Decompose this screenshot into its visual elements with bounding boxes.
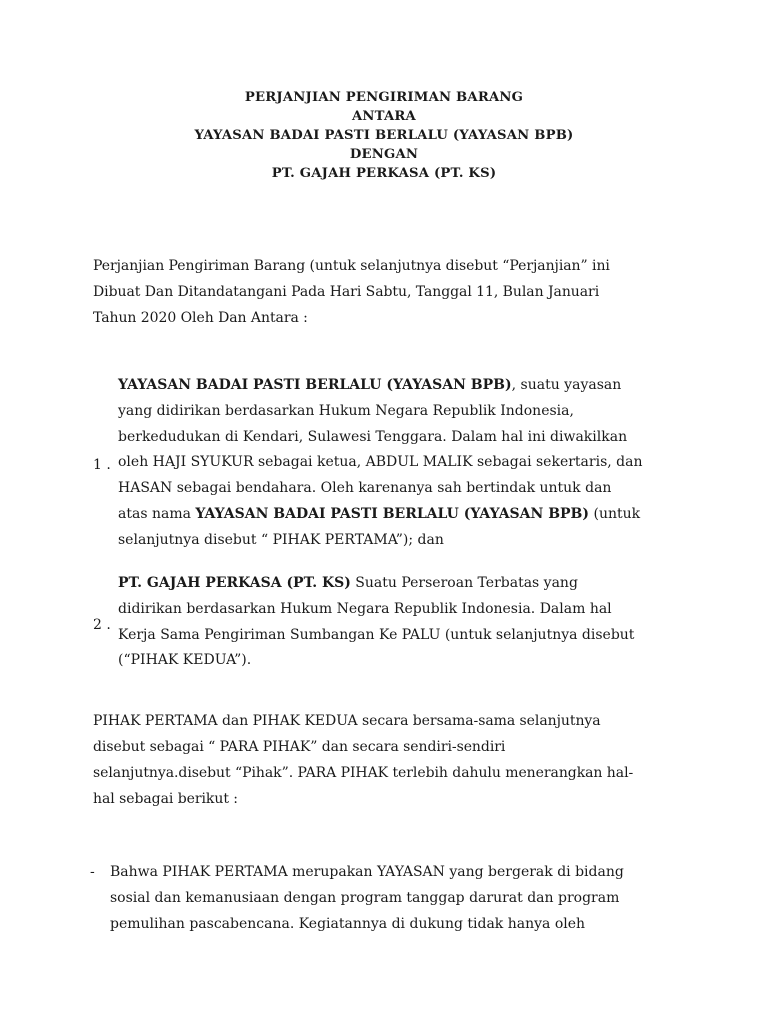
item2-line-1-rest: Suatu Perseroan Terbatas yang: [350, 575, 578, 591]
item2-line-4: (“PIHAK KEDUA”).: [118, 652, 252, 669]
item1-line-7: selanjutnya disebut “ PIHAK PERTAMA”); dan: [118, 531, 444, 548]
item2-line-3: Kerja Sama Pengiriman Sumbangan Ke PALU (untuk selanjutnya disebut: [118, 626, 635, 643]
party-1-name-repeat: YAYASAN BADAI PASTI BERLALU (YAYASAN BPB): [195, 505, 590, 522]
title-line-4: DENGAN: [349, 147, 419, 162]
intro-line-3: Tahun 2020 Oleh Dan Antara :: [93, 310, 308, 326]
item1-line-6-prefix: atas nama: [118, 505, 196, 522]
item1-line-4: oleh HAJI SYUKUR sebagai ketua, ABDUL MALIK sebagai sekertaris, dan: [118, 454, 643, 471]
title-line-3: YAYASAN BADAI PASTI BERLALU (YAYASAN BPB): [194, 128, 574, 143]
party-1-name: YAYASAN BADAI PASTI BERLALU (YAYASAN BPB): [118, 377, 512, 393]
summary-line-1: PIHAK PERTAMA dan PIHAK KEDUA secara bersama-sama selanjutnya: [93, 713, 601, 729]
summary-paragraph: [93, 708, 693, 812]
bullet-line-1: Bahwa PIHAK PERTAMA merupakan YAYASAN yang bergerak di bidang: [110, 864, 624, 880]
summary-line-3: selanjutnya.disebut “Pihak”. PARA PIHAK terlebih dahulu menerangkan hal-: [93, 765, 634, 781]
bullet-dash: -: [90, 864, 95, 880]
bullet-text: [110, 859, 690, 937]
item-number-1: 1 .: [93, 457, 111, 473]
item1-line-2: yang didirikan berdasarkan Hukum Negara Republik Indonesia,: [118, 402, 574, 419]
bullet-line-2: sosial dan kemanusiaan dengan program tanggap darurat dan program: [110, 890, 620, 906]
document-title: [0, 88, 768, 183]
item1-line-6: [118, 502, 698, 528]
intro-paragraph: [93, 253, 693, 331]
bullet-line-3: pemulihan pascabencana. Kegiatannya di dukung tidak hanya oleh: [110, 916, 586, 932]
item1-line-3: berkedudukan di Kendari, Sulawesi Tenggara. Dalam hal ini diwakilkan: [118, 428, 628, 445]
party-item-1: [118, 373, 698, 554]
item1-line-1-rest: , suatu yayasan: [511, 377, 622, 393]
item2-line-1: [118, 571, 698, 597]
title-line-2: ANTARA: [351, 109, 416, 124]
item1-line-5: HASAN sebagai bendahara. Oleh karenanya sah bertindak untuk dan: [118, 480, 612, 497]
party-2-name: PT. GAJAH PERKASA (PT. KS): [118, 575, 351, 591]
summary-line-4: hal sebagai berikut :: [93, 791, 238, 807]
item1-line-1: [118, 373, 698, 399]
party-item-2: [118, 571, 698, 674]
intro-line-2: Dibuat Dan Ditandatangani Pada Hari Sabtu, Tanggal 11, Bulan Januari: [93, 284, 600, 300]
summary-line-2: disebut sebagai “ PARA PIHAK” dan secara sendiri-sendiri: [93, 739, 506, 755]
item2-line-2: didirikan berdasarkan Hukum Negara Republik Indonesia. Dalam hal: [118, 600, 612, 617]
item1-line-6-rest: (untuk: [589, 505, 641, 522]
title-line-5: PT. GAJAH PERKASA (PT. KS): [271, 166, 497, 181]
title-line-1: PERJANJIAN PENGIRIMAN BARANG: [244, 90, 524, 105]
item-number-2: 2 .: [93, 617, 111, 633]
intro-line-1: Perjanjian Pengiriman Barang (untuk selanjutnya disebut “Perjanjian” ini: [93, 258, 610, 274]
